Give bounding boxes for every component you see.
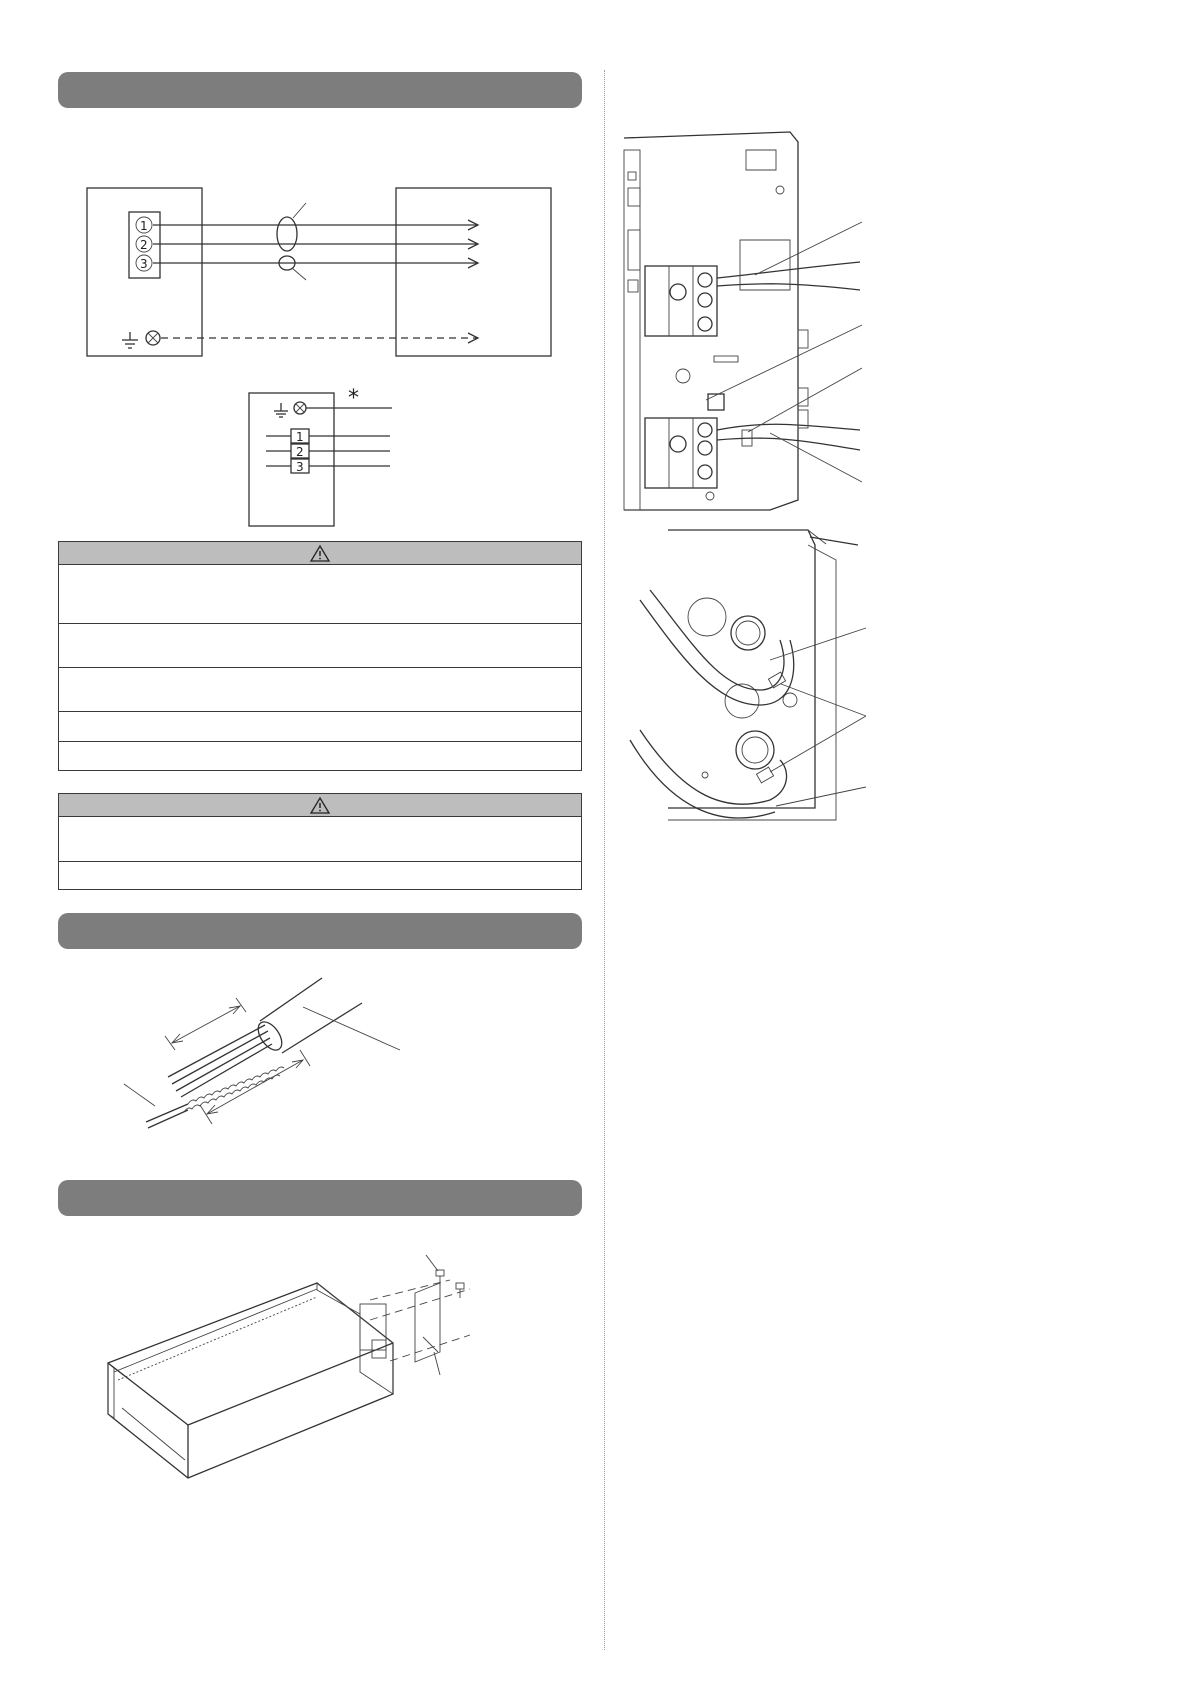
asterisk-label: * — [348, 386, 359, 411]
terminal-2-label: 2 — [140, 238, 148, 252]
terminal-3-label: 3 — [140, 257, 148, 271]
small-terminal-1: 1 — [296, 430, 304, 444]
terminal-1-label: 1 — [140, 219, 148, 233]
unit-side-view — [0, 0, 1191, 830]
screw-icon — [456, 1283, 464, 1298]
small-terminal-2: 2 — [296, 445, 304, 459]
small-terminal-3: 3 — [296, 460, 304, 474]
